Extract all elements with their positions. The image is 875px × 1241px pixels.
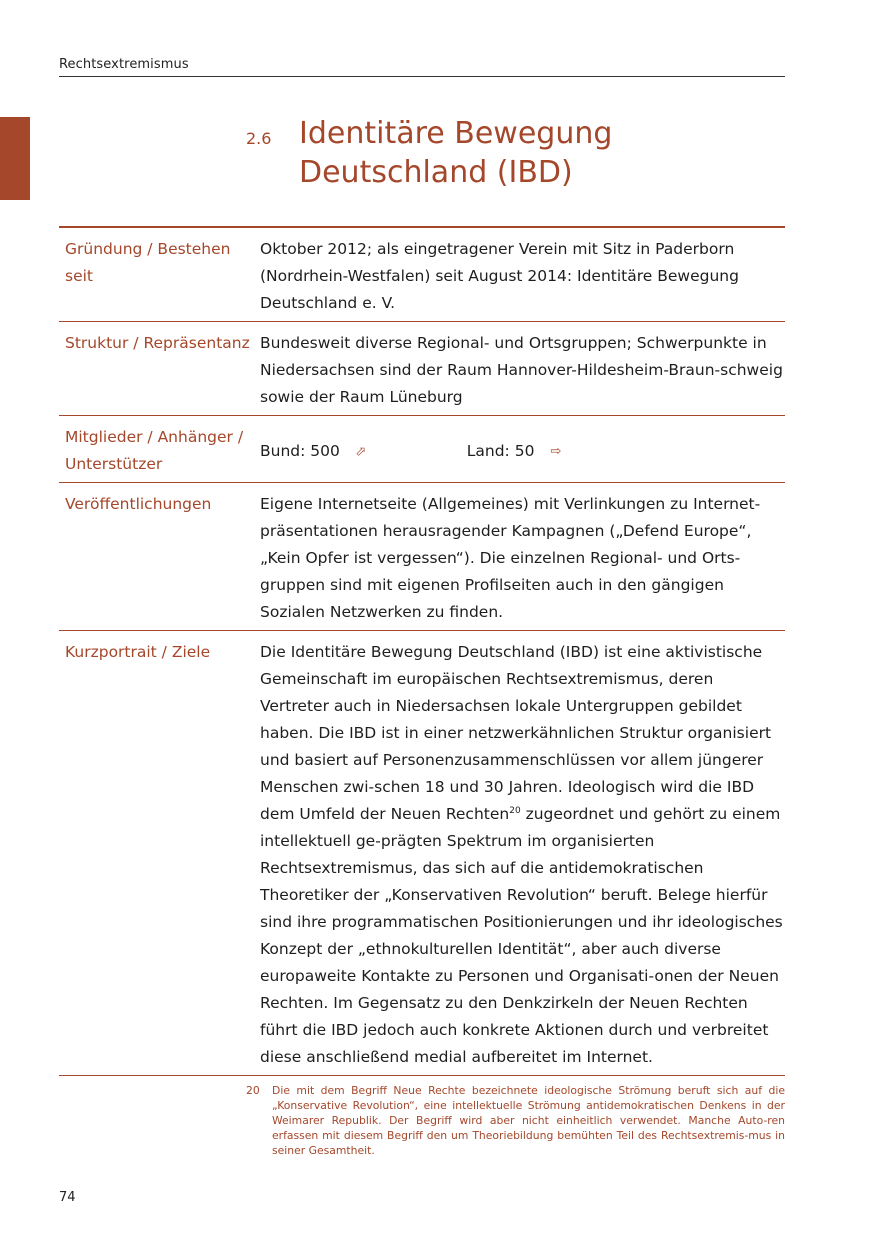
- row-label: Veröffentlichungen: [65, 495, 212, 513]
- member-counts: [260, 424, 785, 478]
- running-header: Rechtsextremismus: [59, 57, 785, 77]
- table-row-publications: [59, 483, 785, 631]
- footnote-text: Die mit dem Begriff Neue Rechte bezeichnete ideologische Strömung beruft sich auf die „Konservative Revolution“, eine intellektuelle Strömung antidemokratischen Denkens in der Weimarer Republik. Der Begriff wird aber nicht einheitlich verwendet. Manche Auto-ren erfassen mit diesem Begriff den um Theoriebildung bemühten Teil des Rechtsextremis-mus in seiner Gesamtheit.: [272, 1084, 785, 1157]
- portrait-text-part-1: Die Identitäre Bewegung Deutschland (IBD) ist eine aktivistische Gemeinschaft im europäischen Rechtsextremismus, deren Vertreter auch in Niedersachsen lokale Untergruppen gebildet haben. Die IBD ist in einer netzwerkähnlichen Struktur organisiert und basiert auf Personenzusammenschlüssen vor allem jüngerer Menschen zwi-schen 18 und 30 Jahren. Ideologisch wird die IBD dem Umfeld der Neuen Rechten: [260, 643, 772, 823]
- right-arrow-icon: ⇨: [550, 443, 562, 459]
- chapter-tab-marker: [0, 117, 30, 200]
- federal-count-item: [260, 424, 371, 478]
- footnote: [246, 1083, 786, 1158]
- row-label: Gründung / Bestehen seit: [65, 240, 231, 285]
- row-value: Eigene Internetseite (Allgemeines) mit Verlinkungen zu Internet-präsentationen herausragender Kampagnen („Defend Europe“, „Kein Opfer ist vergessen“). Die einzelnen Regional- und Orts-gruppen sind mit eigenen Profilseiten auch in den gängigen Sozialen Netzwerken zu finden.: [260, 495, 761, 621]
- portrait-text-part-2: zugeordnet und gehört zu einem intellektuell ge-prägten Spektrum im organisierten Rechtsextremismus, das sich auf die antidemokratischen Theoretiker der „Konservativen Revolution“ beruft. Belege hierfür sind ihre programmatischen Positionierungen und ihr ideologisches Konzept der „ethnokulturellen Identität“, aber auch diverse europaweite Kontakte zu Personen und Organisati-onen der Neuen Rechten. Im Gegensatz zu den Denkzirkeln der Neuen Rechten führt die IBD jedoch auch konkrete Aktionen durch und verbreitet diese anschließend medial aufbereitet im Internet.: [260, 805, 783, 1066]
- table-row-members: [59, 416, 785, 483]
- state-count: Land: 50: [466, 441, 535, 460]
- up-right-arrow-icon: ⇨: [352, 441, 371, 461]
- row-label: Struktur / Repräsentanz: [65, 334, 250, 352]
- profile-table: [59, 226, 785, 1076]
- state-count-item: [467, 424, 562, 478]
- portrait-text: [260, 639, 785, 1071]
- row-label: Kurzportrait / Ziele: [65, 643, 211, 661]
- table-row-structure: [59, 322, 785, 416]
- row-value: Oktober 2012; als eingetragener Verein mit Sitz in Paderborn (Nordrhein-Westfalen) seit August 2014: Identitäre Bewegung Deutschland e. V.: [260, 240, 739, 312]
- footnote-reference: 20: [509, 805, 521, 816]
- row-label: Mitglieder / Anhänger / Unterstützer: [65, 428, 244, 473]
- section-title: Identitäre Bewegung Deutschland (IBD): [299, 116, 613, 190]
- table-row-founding: [59, 228, 785, 322]
- section-number: 2.6: [246, 129, 272, 148]
- row-value: Bundesweit diverse Regional- und Ortsgruppen; Schwerpunkte in Niedersachsen sind der Raum Hannover-Hildesheim-Braun-schweig sowie der Raum Lüneburg: [260, 334, 783, 406]
- table-row-portrait: [59, 631, 785, 1076]
- page-number: 74: [59, 1190, 76, 1205]
- federal-count: Bund: 500: [260, 441, 340, 460]
- footnote-number: 20: [246, 1084, 260, 1097]
